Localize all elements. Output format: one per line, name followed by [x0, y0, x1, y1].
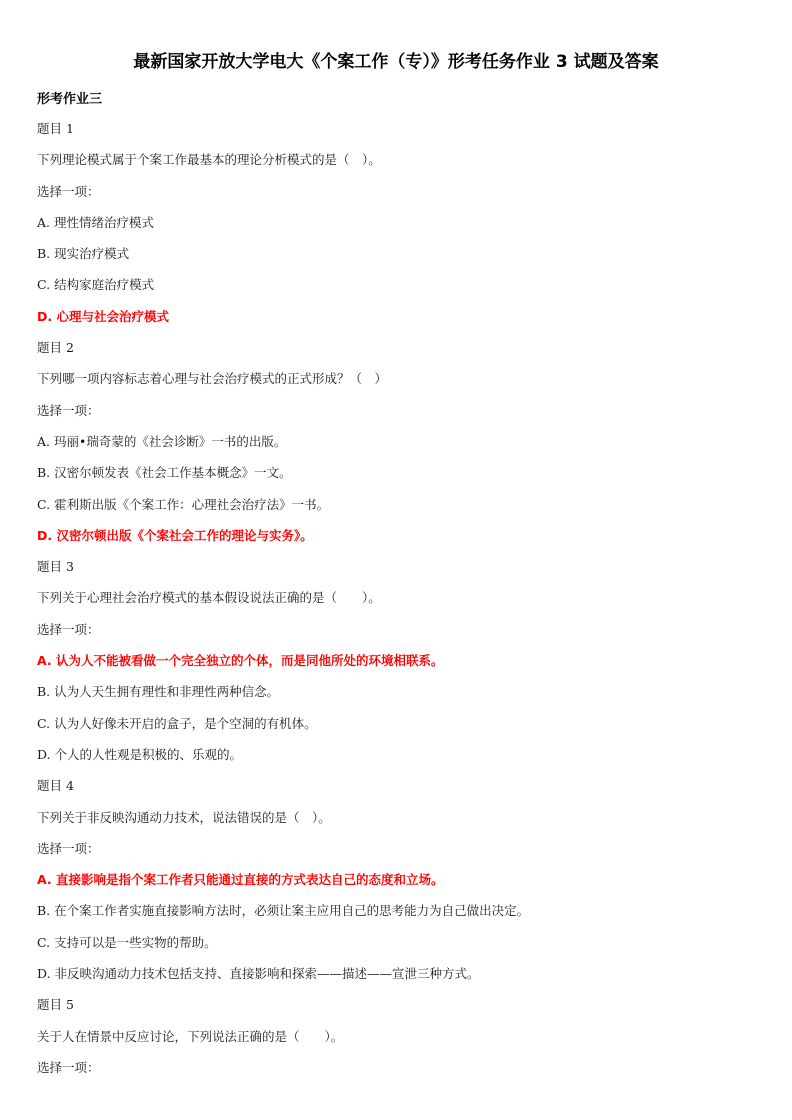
- question-2-option-c: C. 霍利斯出版《个案工作：心理社会治疗法》一书。: [37, 496, 330, 512]
- question-1-option-a: A. 理性情绪治疗模式: [37, 214, 154, 230]
- question-4-stem: 下列关于非反映沟通动力技术，说法错误的是（ ）。: [37, 809, 331, 825]
- document-title: 最新国家开放大学电大《个案工作（专）》形考任务作业 3 试题及答案: [133, 52, 659, 72]
- question-4-label: 题目 4: [37, 778, 74, 794]
- question-4-prompt: 选择一项：: [37, 840, 100, 856]
- question-3-stem: 下列关于心理社会治疗模式的基本假设说法正确的是（ ）。: [37, 590, 381, 606]
- question-3-prompt: 选择一项：: [37, 621, 100, 637]
- question-4-option-a-answer: A. 直接影响是指个案工作者只能通过直接的方式表达自己的态度和立场。: [37, 872, 444, 888]
- question-3-label: 题目 3: [37, 559, 74, 575]
- question-1-option-b: B. 现实治疗模式: [37, 246, 130, 262]
- question-2-prompt: 选择一项：: [37, 402, 100, 418]
- section-heading: 形考作业三: [37, 92, 103, 107]
- question-1-stem: 下列理论模式属于个案工作最基本的理论分析模式的是（ ）。: [37, 152, 381, 168]
- question-3-option-a-answer: A. 认为人不能被看做一个完全独立的个体，而是同他所处的环境相联系。: [37, 653, 444, 669]
- question-1-option-d-answer: D. 心理与社会治疗模式: [37, 308, 169, 324]
- question-4-option-b: B. 在个案工作者实施直接影响方法时，必须让案主应用自己的思考能力为自己做出决定。: [37, 903, 530, 919]
- question-1-prompt: 选择一项：: [37, 183, 100, 199]
- question-2-stem: 下列哪一项内容标志着心理与社会治疗模式的正式形成？（ ）: [37, 371, 388, 387]
- question-2-option-b: B. 汉密尔顿发表《社会工作基本概念》一文。: [37, 465, 292, 481]
- question-5-prompt: 选择一项：: [37, 1059, 100, 1075]
- question-3-option-c: C. 认为人好像未开启的盒子，是个空洞的有机体。: [37, 715, 317, 731]
- question-2-label: 题目 2: [37, 340, 74, 356]
- question-5-stem: 关于人在情景中反应讨论，下列说法正确的是（ ）。: [37, 1028, 344, 1044]
- question-1-label: 题目 1: [37, 121, 74, 136]
- question-3-option-b: B. 认为人天生拥有理性和非理性两种信念。: [37, 684, 280, 700]
- question-1-option-c: C. 结构家庭治疗模式: [37, 277, 155, 293]
- question-4-option-c: C. 支持可以是一些实物的帮助。: [37, 934, 217, 950]
- question-4-option-d: D. 非反映沟通动力技术包括支持、直接影响和探索——描述——宣泄三种方式。: [37, 966, 480, 982]
- question-2-option-d-answer: D. 汉密尔顿出版《个案社会工作的理论与实务》。: [37, 527, 313, 543]
- question-3-option-d: D. 个人的人性观是积极的、乐观的。: [37, 746, 243, 762]
- question-5-label: 题目 5: [37, 997, 74, 1013]
- question-2-option-a: A. 玛丽•瑞奇蒙的《社会诊断》一书的出版。: [37, 433, 287, 449]
- document-body: [37, 113, 757, 1083]
